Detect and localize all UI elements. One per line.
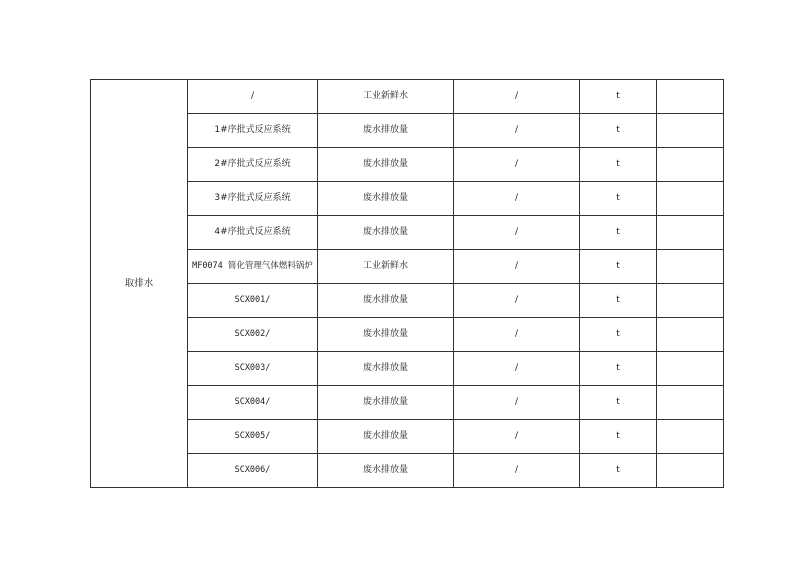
- row-item-cell: SCX003/: [188, 352, 318, 386]
- row-unit-cell: t: [580, 454, 657, 488]
- row-note-cell: [657, 454, 724, 488]
- row-type-cell: 废水排放量: [318, 284, 454, 318]
- row-type-cell: 废水排放量: [318, 454, 454, 488]
- table-row: [91, 80, 724, 114]
- row-note-cell: [657, 182, 724, 216]
- row-note-cell: [657, 318, 724, 352]
- row-item-cell: 4#序批式反应系统: [188, 216, 318, 250]
- row-type-cell: 废水排放量: [318, 352, 454, 386]
- row-unit-cell: t: [580, 352, 657, 386]
- row-note-cell: [657, 284, 724, 318]
- row-item-cell: 2#序批式反应系统: [188, 148, 318, 182]
- row-type-cell: 废水排放量: [318, 148, 454, 182]
- row-item-cell: MF0074 简化管理气体燃料锅炉: [188, 250, 318, 284]
- row-value-cell: /: [454, 318, 580, 352]
- row-item-cell: SCX002/: [188, 318, 318, 352]
- row-type-cell: 工业新鲜水: [318, 80, 454, 114]
- row-unit-cell: t: [580, 114, 657, 148]
- row-value-cell: /: [454, 420, 580, 454]
- row-value-cell: /: [454, 114, 580, 148]
- row-value-cell: /: [454, 148, 580, 182]
- row-note-cell: [657, 216, 724, 250]
- table-body: [91, 80, 724, 488]
- row-type-cell: 工业新鲜水: [318, 250, 454, 284]
- row-item-cell: SCX006/: [188, 454, 318, 488]
- category-cell: 取排水: [91, 80, 188, 488]
- row-value-cell: /: [454, 250, 580, 284]
- row-unit-cell: t: [580, 216, 657, 250]
- row-item-cell: SCX005/: [188, 420, 318, 454]
- row-type-cell: 废水排放量: [318, 182, 454, 216]
- row-type-cell: 废水排放量: [318, 216, 454, 250]
- row-note-cell: [657, 148, 724, 182]
- row-value-cell: /: [454, 386, 580, 420]
- row-unit-cell: t: [580, 80, 657, 114]
- row-item-cell: 1#序批式反应系统: [188, 114, 318, 148]
- row-type-cell: 废水排放量: [318, 318, 454, 352]
- row-note-cell: [657, 420, 724, 454]
- row-note-cell: [657, 386, 724, 420]
- row-unit-cell: t: [580, 318, 657, 352]
- row-value-cell: /: [454, 216, 580, 250]
- row-value-cell: /: [454, 284, 580, 318]
- row-note-cell: [657, 352, 724, 386]
- row-note-cell: [657, 114, 724, 148]
- row-type-cell: 废水排放量: [318, 420, 454, 454]
- row-type-cell: 废水排放量: [318, 114, 454, 148]
- water-intake-discharge-table: [90, 79, 724, 488]
- row-note-cell: [657, 250, 724, 284]
- row-value-cell: /: [454, 80, 580, 114]
- row-item-cell: SCX001/: [188, 284, 318, 318]
- row-value-cell: /: [454, 454, 580, 488]
- row-unit-cell: t: [580, 182, 657, 216]
- row-type-cell: 废水排放量: [318, 386, 454, 420]
- row-item-cell: /: [188, 80, 318, 114]
- row-value-cell: /: [454, 352, 580, 386]
- row-item-cell: 3#序批式反应系统: [188, 182, 318, 216]
- row-unit-cell: t: [580, 386, 657, 420]
- row-item-cell: SCX004/: [188, 386, 318, 420]
- row-unit-cell: t: [580, 148, 657, 182]
- row-unit-cell: t: [580, 250, 657, 284]
- row-note-cell: [657, 80, 724, 114]
- row-value-cell: /: [454, 182, 580, 216]
- row-unit-cell: t: [580, 420, 657, 454]
- row-unit-cell: t: [580, 284, 657, 318]
